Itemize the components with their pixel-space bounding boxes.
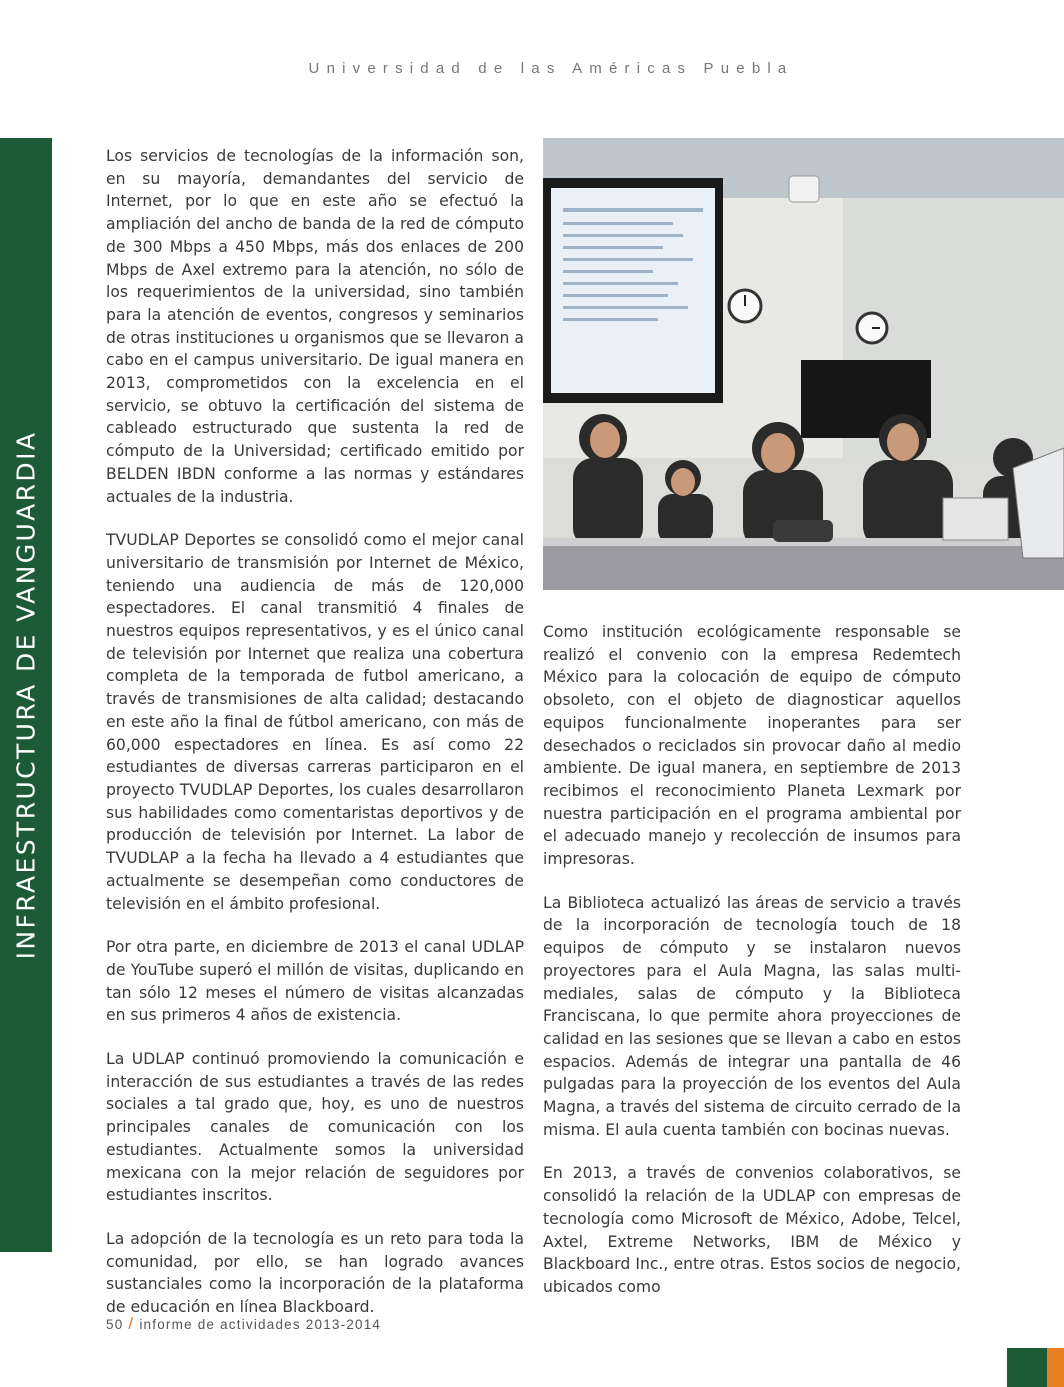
report-title: informe de actividades 2013-2014 [139,1317,382,1332]
left-text-column [106,145,524,1340]
corner-green-block [1007,1348,1047,1387]
paragraph-youtube: Por otra parte, en diciembre de 2013 el canal UDLAP de YouTube superó el millón de visitas, duplicando en tan sólo 12 meses el número de visitas alcanzadas en sus primeros 4 años de existencia. [106,938,524,1025]
corner-orange-block [1047,1348,1064,1387]
section-title: INFRAESTRUCTURA DE VANGUARDIA [11,430,41,960]
footer-separator: / [128,1314,135,1333]
paragraph-social-media: La UDLAP continuó promoviendo la comunicación e interacción de sus estudiantes a través de las redes sociales a tal grado que, hoy, es uno de nuestros principales canales de comunicación con los estudiantes. Actualmente somos la universidad mexicana con la mejor relación de seguidores por estudiantes inscritos. [106,1050,524,1205]
paragraph-biblioteca: La Biblioteca actualizó las áreas de servicio a través de la incorporación de tecnología touch de 18 equipos de cómputo y se instalaron nuevos proyectores para el Aula Magna, las salas multi-mediales, salas de cómputo y la Biblioteca Franciscana, lo que permite ahora proyecciones de calidad en las sesiones que se llevan a cabo en estos espacios. Además de integrar una pantalla de 46 pulgadas para la proyección de los eventos del Aula Magna, a través del sistema de circuito cerrado de la misma. El aula cuenta también con bocinas nuevas. [543,893,961,1139]
paragraph-bandwidth: Los servicios de tecnologías de la información son, en su mayoría, demandantes del servicio de Internet, por lo que en este año se efectuó la ampliación del ancho de banda de la red de cómputo de 300 Mbps a 450 Mbps, más dos enlaces de 200 Mbps de Axel extremo para la atención, no sólo de los requerimientos de la universidad, sino también para la atención de eventos, congresos y seminarios de otras instituciones u organismos que se llevaron a cabo en el campus universitario. De igual manera en 2013, comprometidos con la excelencia en el servicio, se obtuvo la certificación del sistema de cableado estructurado que sustenta la red de cómputo de la Universidad; certificado emitido por BELDEN IBDN conforme a las normas y estándares actuales de la industria. [106,147,524,506]
right-text-column [543,621,961,1320]
classroom-photo-illustration [543,138,1064,590]
page-footer [106,1314,381,1334]
page-number: 50 [106,1317,124,1332]
section-sidebar [0,138,52,1252]
paragraph-blackboard: La adopción de la tecnología es un reto para toda la comunidad, por ello, se han logrado avances sustanciales como la incorporación de la plataforma de educación en línea Blackboard. [106,1229,524,1317]
classroom-photo [543,138,1064,590]
paragraph-tvudlap: TVUDLAP Deportes se consolidó como el mejor canal universitario de transmisión por Internet de México, teniendo una audiencia de más de 120,000 espectadores. El canal transmitió 4 finales de nuestros equipos representativos, y es el único canal de televisión por Internet que realiza una cobertura completa de la temporada de futbol americano, a través de transmisiones de alta calidad; destacando en este año la final de fútbol americano, con más de 60,000 espectadores en línea. Es así como 22 estudiantes de diversas carreras participaron en el proyecto TVUDLAP Deportes, los cuales desarrollaron sus habilidades como comentaristas deportivos y de producción de televisión por Internet. La labor de TVUDLAP a la fecha ha llevado a 4 estudiantes que actualmente se desempeñan como conductores de televisión en el ámbito profesional. [106,531,524,913]
paragraph-redemtech: Como institución ecológicamente responsable se realizó el convenio con la empresa Redemtech México para la colocación de equipo de cómputo obsoleto, con el objeto de diagnosticar aquellos equipos funcionalmente inoperantes para ser desechados o reciclados sin provocar daño al medio ambiente. De igual manera, en septiembre de 2013 recibimos el reconocimiento Planeta Lexmark por nuestra participación en el programa ambiental por el adecuado manejo y recolección de insumos para impresoras. [543,623,961,869]
running-header: Universidad de las Américas Puebla [308,60,794,77]
paragraph-convenios: En 2013, a través de convenios colaborativos, se consolidó la relación de la UDLAP con empresas de tecnología como Microsoft de México, Adobe, Telcel, Axtel, Extreme Networks, IBM de México y Blackboard Inc., entre otras. Estos socios de negocio, ubicados como [543,1164,961,1296]
